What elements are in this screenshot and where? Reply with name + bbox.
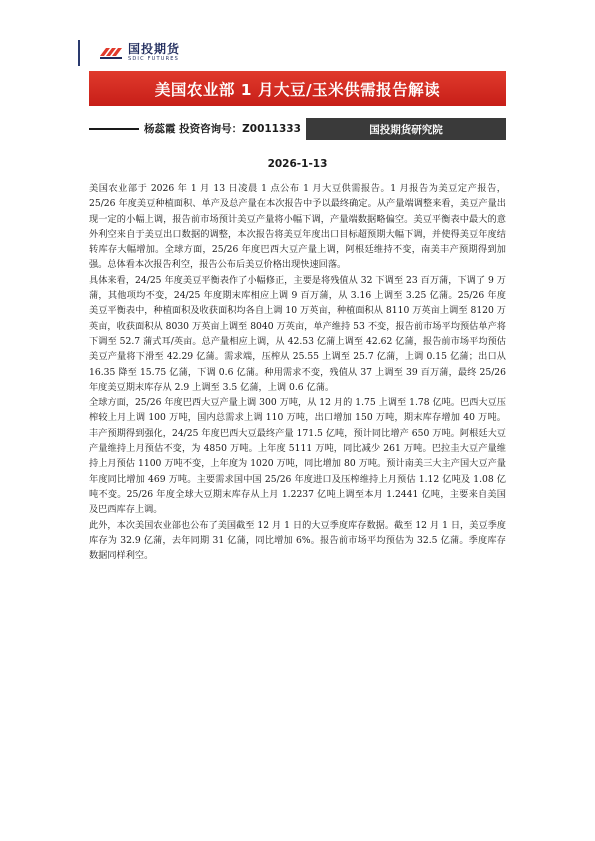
paragraph-global: 全球方面，25/26 年度巴西大豆产量上调 300 万吨，从 12 月的 1.75 上调至 1.78 亿吨。巴西大豆压榨较上月上调 100 万吨，国内总需求上调 110 万吨，出口增加 150 万吨，期末库存增加 40 万吨。丰产预期得到强化，24/25 年度巴西大豆最终产量 171.5 亿吨，预计同比增产 650 万吨。阿根廷大豆产量维持上月预估不变，为 4850 万吨。上年度 5111 万吨，同比减少 261 万吨。巴拉圭大豆产量维持上月预估 1100 万吨不变，上年度为 1020 万吨，同比增加 80 万吨。预计南美三大主产国大豆产量年度同比增加 469 万吨。主要需求国中国 25/26 年度进口及压榨维持上月预估 1.12 亿吨及 1.08 亿吨不变。25/26 年度全球大豆期末库存从上月 1.2237 亿吨上调至本月 1.2441 亿吨，主要来自美国及巴西库存上调。 xyxy=(89,397,506,516)
paragraph-summary: 美国农业部于 2026 年 1 月 13 日凌晨 1 点公布 1 月大豆供需报告。1 月报告为美豆定产报告，25/26 年度美豆种植面积、单产及总产量在本次报告中予以最终确定。从产量端调整来看，美豆产量出现一定的小幅上调，报告前市场预计美豆产量将小幅下调，产量端数据略偏空。美豆平衡表中最大的意外利空来自于美豆出口数据的调整，本次报告将美豆年度出口目标超预期大幅下调，并使得美豆年度结转库存大幅增加。全球方面，25/26 年度巴西大豆产量上调，阿根廷维持不变，南美丰产预期得到加强。总体看本次报告利空，报告公布后美豆价格出现快速回落。 xyxy=(89,183,506,271)
report-title: 美国农业部 1 月大豆/玉米供需报告解读 xyxy=(154,80,441,99)
paragraph-quarterly-stocks: 此外，本次美国农业部也公布了美国截至 12 月 1 日的大豆季度库存数据。截至 12 月 1 日，美豆季度库存为 32.9 亿蒲，去年同期 31 亿蒲，同比增加 6%。报告前市场平均预估为 32.5 亿蒲。季度库存数据同样利空。 xyxy=(89,519,506,562)
logo-english-name: SDIC FUTURES xyxy=(128,55,180,62)
report-body xyxy=(89,181,506,563)
header-divider xyxy=(78,40,80,66)
author-info: 杨蕊霞 投资咨询号：Z0011333 xyxy=(144,123,301,135)
author-rule xyxy=(89,128,139,130)
organization-box xyxy=(306,118,506,140)
report-date: 2026-1-13 xyxy=(267,158,328,170)
logo-chinese-name: 国投期货 xyxy=(128,41,181,56)
organization-name: 国投期货研究院 xyxy=(369,123,443,136)
paragraph-us-balance: 具体来看，24/25 年度美豆平衡表作了小幅修正，主要是将残值从 32 下调至 23 百万蒲，下调了 9 万蒲，其他项均不变，24/25 年度期末库相应上调 9 百万蒲，从 3.16 上调至 3.25 亿蒲。25/26 年度美豆平衡表中，种植面积及收获面积均各自上调 10 万英亩，种植面积从 8110 万英亩上调至 8120 万英亩，收获面积从 8030 万英亩上调至 8040 万英亩，单产维持 53 不变，报告前市场平均预估单产将下调至 52.7 蒲式耳/英亩。总产量相应上调，从 42.53 亿蒲上调至 42.62 亿蒲，报告前市场平均预估美豆产量将下滑至 42.29 亿蒲。需求端，压榨从 25.55 上调至 25.7 亿蒲，上调 0.15 亿蒲；出口从 16.35 降至 15.75 亿蒲，下调 0.6 亿蒲。种用需求不变，残值从 37 上调至 39 百万蒲，最终 25/26 年度美豆期末库存从 2.9 上调至 3.5 亿蒲，上调 0.6 亿蒲。 xyxy=(89,274,506,393)
sdic-logo-icon xyxy=(98,42,124,62)
author-row xyxy=(89,118,506,140)
title-banner xyxy=(89,71,506,106)
company-logo xyxy=(98,42,180,62)
